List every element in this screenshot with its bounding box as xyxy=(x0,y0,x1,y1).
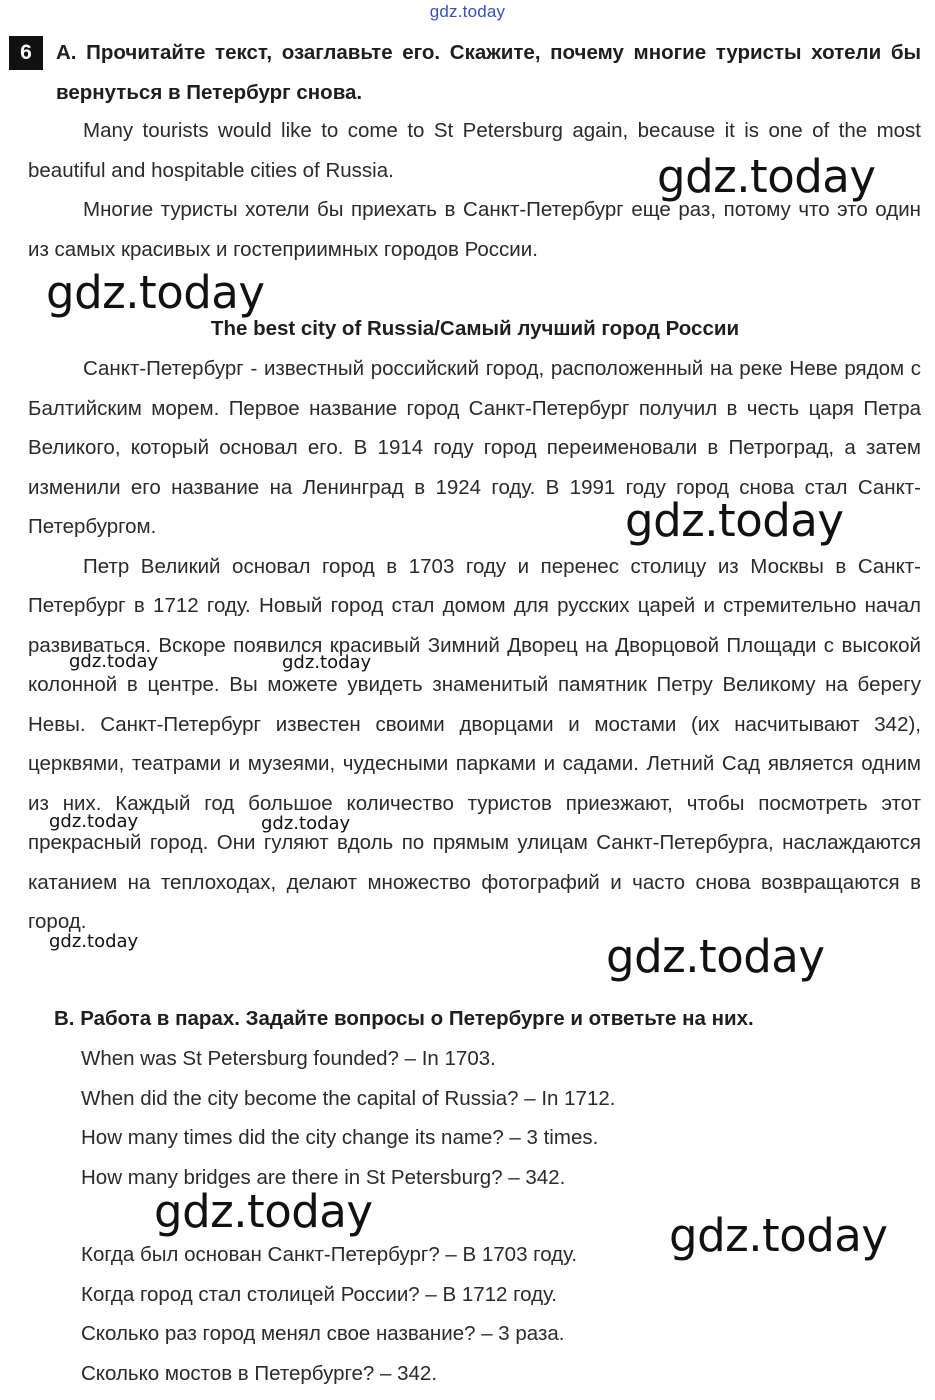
watermark: gdz.today xyxy=(49,811,139,832)
article-title: The best city of Russia/Самый лучший город России xyxy=(210,317,740,340)
watermark: gdz.today xyxy=(261,813,351,834)
watermark: gdz.today xyxy=(669,1209,888,1262)
english-qa-list xyxy=(81,1039,615,1197)
watermark: gdz.today xyxy=(46,266,265,319)
watermark: gdz.today xyxy=(606,930,825,983)
watermark: gdz.today xyxy=(49,931,139,952)
english-qa-item: When was St Petersburg founded? – In 1703. xyxy=(81,1047,496,1070)
russian-qa-list xyxy=(81,1235,577,1393)
task-a-heading: А. Прочитайте текст, озаглавьте его. Скажите, почему многие туристы хотели бы вернуться в Петербург снова. xyxy=(56,41,921,104)
article-body xyxy=(28,349,921,942)
russian-qa-item: Сколько раз город менял свое название? – 3 раза. xyxy=(81,1322,565,1345)
intro-russian: Многие туристы хотели бы приехать в Санкт-Петербург еще раз, потому что это один из самых красивых и гостеприимных городов России. xyxy=(28,198,921,261)
watermark: gdz.today xyxy=(154,1185,373,1238)
english-qa-item: How many bridges are there in St Petersburg? – 342. xyxy=(81,1165,566,1189)
watermark: gdz.today xyxy=(625,494,844,547)
task-number-badge: 6 xyxy=(9,36,43,70)
top-watermark: gdz.today xyxy=(429,2,506,21)
english-qa-item: How many times did the city change its name? – 3 times. xyxy=(81,1126,599,1149)
russian-qa-item: Сколько мостов в Петербурге? – 342. xyxy=(81,1361,438,1385)
watermark: gdz.today xyxy=(282,652,372,673)
russian-qa-item: Когда город стал столицей России? – В 1712 году. xyxy=(81,1282,557,1306)
english-qa-item: When did the city become the capital of Russia? – In 1712. xyxy=(81,1086,616,1110)
article-paragraph-2: Петр Великий основал город в 1703 году и перенес столицу из Москвы в Санкт-Петербург в 1712 году. Новый город стал домом для русских царей и стремительно начал развиваться. Вскоре появился красивый Зимний Дворец на Дворцовой Площади с высокой колонной в центре. Вы можете увидеть знаменитый памятник Петру Великому на берегу Невы. Санкт-Петербург известен своими дворцами и мостами (их насчитывают 342), церквями, театрами и музеями, чудесными парками и садами. Летний Сад является одним из них. Каждый год большое количество туристов приезжают, чтобы посмотреть этот прекрасный город. Они гуляют вдоль по прямым улицам Санкт-Петербурга, наслаждаются катанием на теплоходах, делают множество фотографий и часто снова возвращаются в город. xyxy=(28,554,921,933)
watermark: gdz.today xyxy=(657,150,876,203)
intro-english: Many tourists would like to come to St Petersburg again, because it is one of the most beautiful and hospitable cities of Russia. xyxy=(28,119,921,182)
task-b-heading: В. Работа в парах. Задайте вопросы о Петербурге и ответьте на них. xyxy=(54,1007,754,1030)
russian-qa-item: Когда был основан Санкт-Петербург? – В 1703 году. xyxy=(81,1243,578,1266)
watermark: gdz.today xyxy=(69,651,159,672)
article-paragraph-1: Санкт-Петербург - известный российский город, расположенный на реке Неве рядом с Балтийским морем. Первое название город Санкт-Петербург получил в честь царя Петра Великого, который основал его. В 1914 году город переименовали в Петроград, а затем изменили его название на Ленинград в 1924 году. В 1991 году город снова стал Санкт-Петербургом. xyxy=(28,357,921,538)
